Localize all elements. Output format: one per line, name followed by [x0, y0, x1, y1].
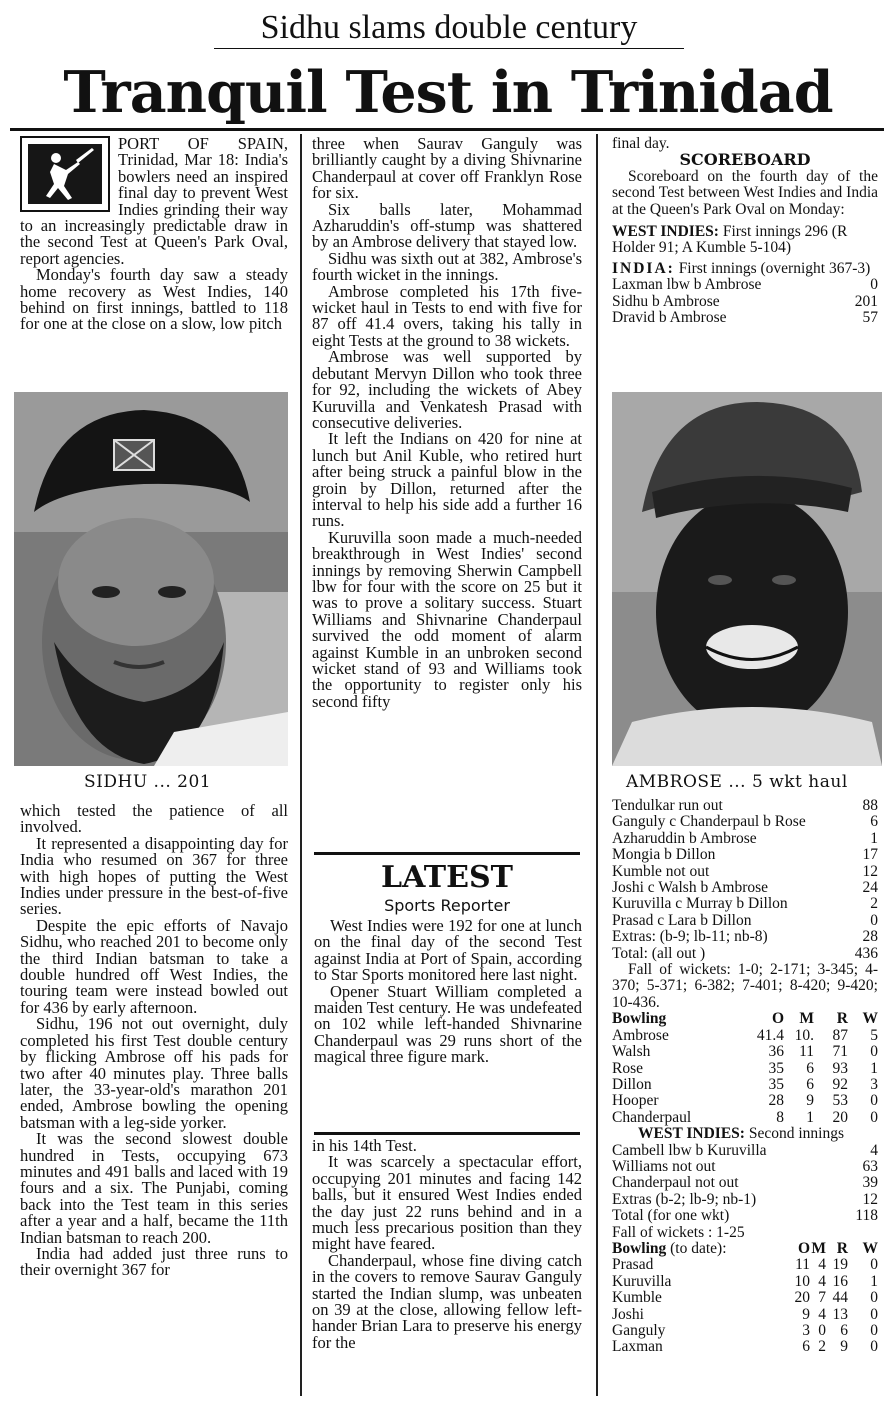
bowling-cell: 1: [870, 1059, 878, 1077]
article-paragraph: Six balls later, Mohammad Azharuddin's off-stump was shattered by an Ambrose delivery that stayed low.: [312, 199, 582, 252]
batsman-name: Azharuddin b Ambrose: [612, 829, 757, 847]
dateline-logo-icon: [20, 136, 110, 212]
ambrose-caption: AMBROSE ... 5 wkt haul: [626, 772, 848, 792]
batsman-runs: 4: [870, 1141, 878, 1159]
batsman-name: Extras: (b-9; lb-11; nb-8): [612, 928, 768, 946]
bowling-cell: 9: [802, 1305, 810, 1323]
sidhu-caption: SIDHU ... 201: [84, 772, 212, 792]
batsman-name: Chanderpaul not out: [612, 1174, 739, 1192]
bowling-cell: 6: [806, 1075, 814, 1093]
bowling-row: [612, 1257, 878, 1273]
bowling-cell: 9: [806, 1092, 814, 1110]
bowling2-header-m: M: [811, 1239, 826, 1257]
bowling-header-cell: Bowling: [612, 1010, 667, 1028]
bowling-cell: 3: [870, 1075, 878, 1093]
bowling-cell: 8: [776, 1108, 784, 1126]
bowling-cell: 4: [818, 1272, 826, 1290]
scoreboard-bottom: [612, 798, 878, 1356]
article-paragraph: which tested the patience of all involved.: [20, 801, 288, 837]
bowling-cell: 3: [802, 1322, 810, 1339]
article-paragraph: Sidhu, 196 not out overnight, duly completed his first Test double century by flicking Ambrose off his pads for two after 40 minutes play. Three balls later, the 33-year-old's marathon 201 ended, Ambrose bowling the opening batsman with a leg-side yorker.: [20, 1014, 288, 1132]
bowling-header-cell: R: [836, 1010, 848, 1028]
column-1-top: [20, 136, 288, 333]
article-paragraph: final day.: [612, 135, 670, 152]
bowling-cell: Kuruvilla: [612, 1272, 672, 1290]
bowling2-header-w: W: [862, 1239, 878, 1257]
bowling-cell: Chanderpaul: [612, 1108, 692, 1126]
batting-row: [612, 310, 878, 326]
latest-title: LATEST: [381, 860, 513, 895]
bowling-cell: 9: [840, 1338, 848, 1356]
batting-row: [612, 798, 878, 814]
bowling-header-cell: M: [799, 1010, 814, 1028]
bowling-cell: 71: [832, 1043, 848, 1061]
india-batting-bottom: [612, 798, 878, 962]
bowling-header-cell: O: [771, 1010, 784, 1028]
bowling-table: [612, 1028, 878, 1126]
article-paragraph: Kuruvilla soon made a much-needed breakthrough in West Indies' second innings by removing Sherwin Campbell lbw for four with the score on 25 but it was to prove a solitary success. Stuart Williams and Shivnarine Chanderpaul survived the odd moment of alarm against Kumble in an unbroken second wicket stand of 93 and Williams took the opportunity to register only his second fifty: [312, 527, 582, 711]
batting-row: [612, 1208, 878, 1224]
batting-row: [612, 864, 878, 880]
bowling-cell: 0: [870, 1256, 878, 1274]
scoreboard-intro: Scoreboard on the fourth day of the second Test between West Indies and India at the Queen's Park Oval on Monday:: [612, 167, 878, 218]
batting-row: [612, 814, 878, 830]
bowling-cell: 0: [870, 1092, 878, 1110]
wi-second-innings: [612, 1126, 878, 1142]
bowling-cell: 35: [768, 1059, 784, 1077]
ambrose-photo: [612, 392, 882, 766]
batsman-name: Joshi c Walsh b Ambrose: [612, 879, 769, 897]
bowling-row: [612, 1307, 878, 1323]
bowling-row: [612, 1061, 878, 1077]
article-paragraph: It was scarcely a spectacular effort, occupying 201 minutes and facing 142 balls, but it ensured West Indies ended the day just 22 runs behind and in a much less precarious position than they might have feared.: [312, 1152, 582, 1254]
batsman-name: Total (for one wkt): [612, 1207, 730, 1225]
bowling-cell: 0: [870, 1043, 878, 1061]
bowling-cell: Kumble: [612, 1289, 662, 1307]
india-label: INDIA:: [612, 259, 675, 277]
bowling-cell: 53: [832, 1092, 848, 1110]
bowling-cell: 87: [832, 1026, 848, 1044]
batting-row: [612, 880, 878, 896]
article-paragraph: three when Saurav Ganguly was brilliantly caught by a diving Shivnarine Chanderpaul at cover off Franklyn Rose for six.: [312, 134, 582, 203]
wi-second-batting: [612, 1143, 878, 1225]
bowling-cell: Ganguly: [612, 1322, 666, 1339]
bowling2-header-note: (to date):: [670, 1239, 727, 1257]
batting-row: [612, 1175, 878, 1191]
sidhu-photo: [14, 392, 288, 766]
bowling-cell: 4: [818, 1256, 826, 1274]
latest-bottom-rule: [314, 1132, 580, 1135]
bowling-row: [612, 1323, 878, 1339]
batsman-runs: 28: [862, 928, 878, 946]
article-paragraph: Opener Stuart William completed a maiden Test century. He was undefeated on 102 while left-handed Shivnarine Chanderpaul was 29 runs short of the magical three figure mark.: [314, 981, 582, 1067]
bowling-row: [612, 1290, 878, 1306]
column-rule-2: [596, 134, 598, 1396]
batsman-runs: 63: [862, 1157, 878, 1175]
batsman-runs: 118: [855, 1207, 878, 1225]
article-paragraph: Ambrose was well supported by debutant Mervyn Dillon who took three for 92, including the wickets of Abey Kuruvilla and Venkatesh Prasad with consecutive deliveries.: [312, 347, 582, 432]
bowling-cell: 10.: [794, 1026, 814, 1044]
column-2-bottom: [312, 1138, 582, 1351]
bowling-cell: 1: [806, 1108, 814, 1126]
article-paragraph: Ambrose completed his 17th five-wicket haul in Tests to end with five for 87 off 41.4 overs, taking his tally in eight Tests at the ground to 38 wickets.: [312, 281, 582, 350]
bowling-cell: 6: [802, 1338, 810, 1356]
batsman-runs: 17: [862, 846, 878, 864]
wi-second-text: Second innings: [748, 1125, 844, 1143]
bowling-cell: 1: [870, 1272, 878, 1290]
scoreboard-heading: SCOREBOARD: [679, 150, 811, 170]
batsman-name: Tendulkar run out: [612, 797, 723, 814]
bowling-cell: 11: [799, 1043, 814, 1061]
batsman-name: Sidhu b Ambrose: [612, 292, 720, 310]
article-paragraph: West Indies were 192 for one at lunch on the final day of the second Test against India at Port of Spain, according to Star Sports monitored here last night.: [314, 916, 582, 985]
bowling-cell: Laxman: [612, 1338, 663, 1356]
bowling-cell: Hooper: [612, 1092, 659, 1110]
bowling2-table: [612, 1257, 878, 1355]
batsman-runs: 201: [854, 292, 878, 310]
batsman-name: Cambell lbw b Kuruvilla: [612, 1141, 767, 1159]
bowling-cell: Joshi: [612, 1305, 644, 1323]
bowling2-header-r: R: [836, 1239, 848, 1257]
batting-row: [612, 277, 878, 293]
bowling-cell: 0: [870, 1322, 878, 1339]
article-paragraph: It was the second slowest double hundred in Tests, occupying 673 minutes and 491 balls and laced with 19 fours and a six. The Punjabi, coming back into the Test team in this series after a year and a half, became the 11th Indian batsman to reach 200.: [20, 1129, 288, 1247]
batsman-runs: 39: [862, 1174, 878, 1192]
article-paragraph: PORT OF SPAIN, Trinidad, Mar 18: India's bowlers need an inspired final day to prevent West Indies grinding their way to an increasingly predictable draw in the second Test at Queen's Park Oval, report agencies.: [20, 134, 288, 268]
bowling-row: [612, 1110, 878, 1126]
bowling-cell: 41.4: [756, 1026, 784, 1044]
batsman-runs: 12: [862, 1190, 878, 1208]
batsman-name: Williams not out: [612, 1157, 716, 1175]
article-paragraph: Chanderpaul, whose fine diving catch in the covers to remove Saurav Ganguly started the Indian slump, was unbeaten on 39 at the close, allowing fellow left-hander Brian Lara to preserve his energy for the: [312, 1250, 582, 1352]
batsman-name: Total: (all out ): [612, 944, 706, 962]
bowling2-header: [612, 1241, 878, 1257]
bowling-cell: 4: [818, 1305, 826, 1323]
bowling-header: [612, 1011, 878, 1027]
bowling-row: [612, 1044, 878, 1060]
bowling-cell: 7: [818, 1289, 826, 1307]
wi-first-label: WEST INDIES:: [612, 223, 719, 241]
bowling-cell: 28: [768, 1092, 784, 1110]
batting-row: [612, 1192, 878, 1208]
batsman-name: Ganguly c Chanderpaul b Rose: [612, 813, 806, 831]
article-paragraph: It left the Indians on 420 for nine at lunch but Anil Kuble, who retired hurt after being struck a painful blow in the groin by Dillon, returned after the interval to help his side add a further 16 runs.: [312, 429, 582, 531]
batting-row: [612, 1143, 878, 1159]
batting-row: [612, 896, 878, 912]
kicker-headline: Sidhu slams double century: [214, 8, 684, 49]
bowling-cell: Rose: [612, 1059, 643, 1077]
bowling2-header-label: Bowling: [612, 1239, 667, 1257]
batsman-name: Kuruvilla c Murray b Dillon: [612, 895, 788, 913]
bowling-cell: 2: [818, 1338, 826, 1356]
fall-of-wickets: Fall of wickets: 1-0; 2-171; 3-345; 4-370; 5-371; 6-382; 7-401; 8-420; 9-420; 10-436.: [612, 961, 878, 1011]
batsman-runs: 88: [862, 797, 878, 814]
batting-row: [612, 913, 878, 929]
bowling-cell: 10: [794, 1272, 810, 1290]
bowling-cell: 13: [832, 1305, 848, 1323]
batting-row: [612, 946, 878, 962]
bowling-row: [612, 1077, 878, 1093]
article-paragraph: Despite the epic efforts of Navajo Sidhu, who reached 201 to become only the third Indian batsman to take a double hundred off West Indies, the touring team were instead bowled out for 436 by early afternoon.: [20, 915, 288, 1017]
wi-first-innings: [612, 224, 878, 257]
bowling-cell: Dillon: [612, 1075, 652, 1093]
bowling-cell: 44: [832, 1289, 848, 1307]
batting-row: [612, 831, 878, 847]
batsman-name: Dravid b Ambrose: [612, 309, 727, 327]
bowling-cell: 11: [795, 1256, 810, 1274]
india-text: First innings (overnight 367-3): [678, 259, 871, 277]
bowling-cell: 0: [870, 1108, 878, 1126]
article-paragraph: India had added just three runs to their overnight 367 for: [20, 1243, 288, 1280]
bowling-cell: 16: [832, 1272, 848, 1290]
bowling-cell: 93: [832, 1059, 848, 1077]
bowling-cell: 0: [870, 1305, 878, 1323]
latest-body: [314, 918, 582, 1066]
main-headline: Tranquil Test in Trinidad: [63, 59, 833, 126]
bowling-cell: 92: [832, 1075, 848, 1093]
column-2-top: [312, 136, 582, 710]
bowling-cell: 0: [870, 1289, 878, 1307]
batsman-name: Mongia b Dillon: [612, 846, 716, 864]
batting-row: [612, 294, 878, 310]
bowling-cell: 19: [832, 1256, 848, 1274]
bowling-cell: 6: [840, 1322, 848, 1339]
bowling-cell: 0: [818, 1322, 826, 1339]
headline-rule: [10, 128, 884, 131]
bowling-row: [612, 1339, 878, 1355]
bowling-cell: 36: [768, 1043, 784, 1061]
bowling-cell: Walsh: [612, 1043, 651, 1061]
batsman-name: Kumble not out: [612, 862, 710, 880]
column-1-bottom: [20, 803, 288, 1279]
batsman-runs: 436: [854, 944, 878, 962]
batsman-runs: 0: [870, 276, 878, 294]
bowling-cell: 0: [870, 1338, 878, 1356]
bowling-cell: 35: [768, 1075, 784, 1093]
batsman-name: Laxman lbw b Ambrose: [612, 276, 762, 294]
latest-byline: Sports Reporter: [384, 896, 510, 915]
bowling-header-cell: W: [862, 1010, 878, 1028]
batsman-runs: 1: [870, 829, 878, 847]
scoreboard-top: [612, 136, 878, 326]
article-paragraph: in his 14th Test.: [312, 1136, 417, 1155]
batsman-runs: 12: [862, 862, 878, 880]
batsman-runs: 57: [862, 309, 878, 327]
bowling-cell: 5: [870, 1026, 878, 1044]
batsman-name: Prasad c Lara b Dillon: [612, 911, 752, 929]
latest-top-rule: [314, 852, 580, 855]
batting-row: [612, 847, 878, 863]
batsman-name: Extras (b-2; lb-9; nb-1): [612, 1190, 757, 1208]
bowling-cell: Ambrose: [612, 1026, 669, 1044]
wi-second-label: WEST INDIES:: [638, 1125, 745, 1143]
batting-row: [612, 929, 878, 945]
article-paragraph: It represented a disappointing day for India who resumed on 367 for three with high hopes of putting the West Indies under pressure in the best-of-five series.: [20, 833, 288, 919]
batsman-runs: 2: [870, 895, 878, 913]
batsman-runs: 24: [862, 879, 878, 897]
bowling-cell: 20: [794, 1289, 810, 1307]
bowling-cell: 20: [832, 1108, 848, 1126]
column-rule-1: [300, 134, 302, 1396]
article-paragraph: Sidhu was sixth out at 382, Ambrose's fourth wicket in the innings.: [312, 248, 582, 285]
bowling-row: [612, 1093, 878, 1109]
fall-of-wickets-2: Fall of wickets : 1-25: [612, 1223, 745, 1241]
article-paragraph: Monday's fourth day saw a steady home recovery as West Indies, 140 behind on first innings, battled to 118 for one at the close on a slow, low pitch: [20, 265, 288, 334]
wi-first-text: First innings 296 (R Holder 91; A Kumble 5-104): [612, 223, 848, 257]
bowling-row: [612, 1274, 878, 1290]
bowling-cell: 6: [806, 1059, 814, 1077]
india-first-innings: [612, 261, 878, 277]
batsman-runs: 0: [870, 911, 878, 929]
batsman-runs: 6: [870, 813, 878, 831]
bowling2-header-o: O: [797, 1239, 810, 1257]
bowling-row: [612, 1028, 878, 1044]
bowling-cell: Prasad: [612, 1256, 654, 1274]
india-batting-top: [612, 277, 878, 326]
batting-row: [612, 1159, 878, 1175]
